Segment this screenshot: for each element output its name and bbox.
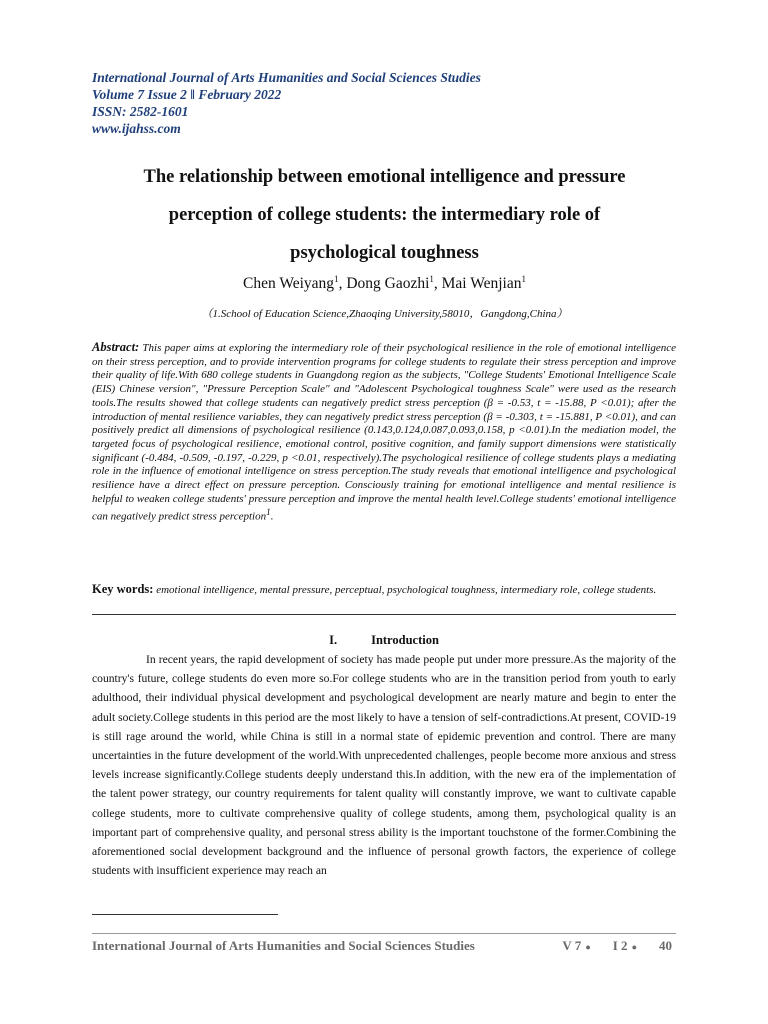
abstract-footnote-mark[interactable]: 1 [266, 507, 271, 518]
journal-website[interactable]: www.ijahss.com [92, 121, 181, 136]
title-line: The relationship between emotional intelligence and pressure [143, 167, 626, 187]
abstract-end: . [270, 511, 274, 524]
author-affiliation-mark: 1 [429, 274, 434, 284]
author-name: Dong Gaozhi [346, 275, 430, 293]
abstract [92, 341, 676, 525]
affiliation: （1.School of Education Science,Zhaoqing University,58010，Gangdong,China） [201, 308, 568, 320]
keywords-divider [92, 614, 676, 615]
abstract-label: Abstract: [92, 340, 140, 354]
author-separator: , [338, 275, 347, 293]
section-number: I. [329, 633, 338, 647]
title-line: perception of college students: the intermediary role of [168, 205, 601, 225]
author-separator: , [433, 275, 442, 293]
journal-issn: ISSN: 2582-1601 [92, 104, 189, 119]
keywords-label: Key words: [92, 582, 154, 596]
author-name: Chen Weiyang [243, 275, 335, 293]
page-footer [92, 938, 676, 954]
abstract-text: This paper aims at exploring the intermediary role of their psychological resilience in the role of emotional intelligence on their stress perception, and to provide intervention programs for college students to regulate their stress perception and improve their quality of life.With 680 college students in Guangdong region as the subjects, "College Students' Emotional Intelligence Scale (EIS) Chinese version", "Pressure Perception Scale" and "Adolescent Psychological toughness Scale" were used as the research tools.The results showed that college students can negatively predict stress perception (β = -0.53, t = -15.88, P <0.01); after the introduction of mental resilience variables, they can negatively predict stress perception (β = -0.303, t = -15.881, P <0.01), and can positively predict all dimensions of psychological resilience (0.143,0.124,0.087,0.093,0.158, p <0.01).In the mediation model, the targeted focus of psychological resilience, emotional control, positive cognition, and family support dimensions were statistically significant (-0.484, -0.509, -0.197, -0.229, p <0.01, respectively).The psychological resilience of college students plays a mediating role in the influence of emotional intelligence on stress perception.The study reveals that emotional intelligence and psychological resilience have a direct effect on pressure perception. Consciously training for emotional intelligence and mental resilience is helpful to weaken college students' pressure perception and improve the mental health level.College students' emotional intelligence can negatively predict stress perception [92, 342, 676, 524]
author-affiliation-mark: 1 [521, 274, 526, 284]
paper-title [92, 158, 677, 272]
footer-volume: V 7 [562, 938, 582, 953]
bullet-icon: ● [631, 942, 637, 952]
footer-divider [92, 933, 676, 934]
footer-journal-name: International Journal of Arts Humanities and Social Sciences Studies [92, 938, 475, 953]
title-line: psychological toughness [290, 243, 479, 263]
intro-paragraph: In recent years, the rapid development of society has made people put under more pressure.As the majority of the country's future, college students do even more so.For college students who are in the transition period from youth to early adulthood, their individual physical development and psychological development are nearly mature and begin to enter the adult society.College students in this period are the most likely to have a tension of self-contradictions.At present, COVID-19 is still rage around the world, while China is still in a normal state of epidemic prevention and control. There are many uncertainties in the future development of the world.With unprecedented challenges, people become more anxious and stress levels increase significantly.College students deeply understand this.In addition, with the new era of the implementation of the talent power strategy, our country requirements for talent quality will constantly improve, we want to cultivate capable college students, more to cultivate comprehensive quality of college students, among them, psychological quality is an important part of comprehensive quality, and personal stress ability is the important touchstone of the former.Combining the aforementioned social development background and the influence of personal growth factors, the experience of college students with insufficient experience may reach an [92, 653, 676, 878]
footer-issue: I 2 [612, 938, 628, 953]
section-heading [92, 633, 676, 648]
footer-issue-info [558, 938, 672, 954]
keywords-text: emotional intelligence, mental pressure, perceptual, psychological toughness, intermediary role, college students. [153, 584, 657, 596]
author-name: Mai Wenjian [441, 275, 522, 293]
journal-name: International Journal of Arts Humanities and Social Sciences Studies [92, 70, 481, 85]
section-title: Introduction [371, 633, 439, 647]
page-number: 40 [659, 938, 672, 953]
journal-volume: Volume 7 Issue 2 ǁ February 2022 [92, 87, 282, 102]
keywords [92, 582, 676, 597]
journal-header [92, 69, 692, 137]
author-list [92, 274, 677, 293]
bullet-icon: ● [585, 942, 591, 952]
footnote-divider [92, 914, 278, 915]
author-affiliation-mark: 1 [334, 274, 339, 284]
